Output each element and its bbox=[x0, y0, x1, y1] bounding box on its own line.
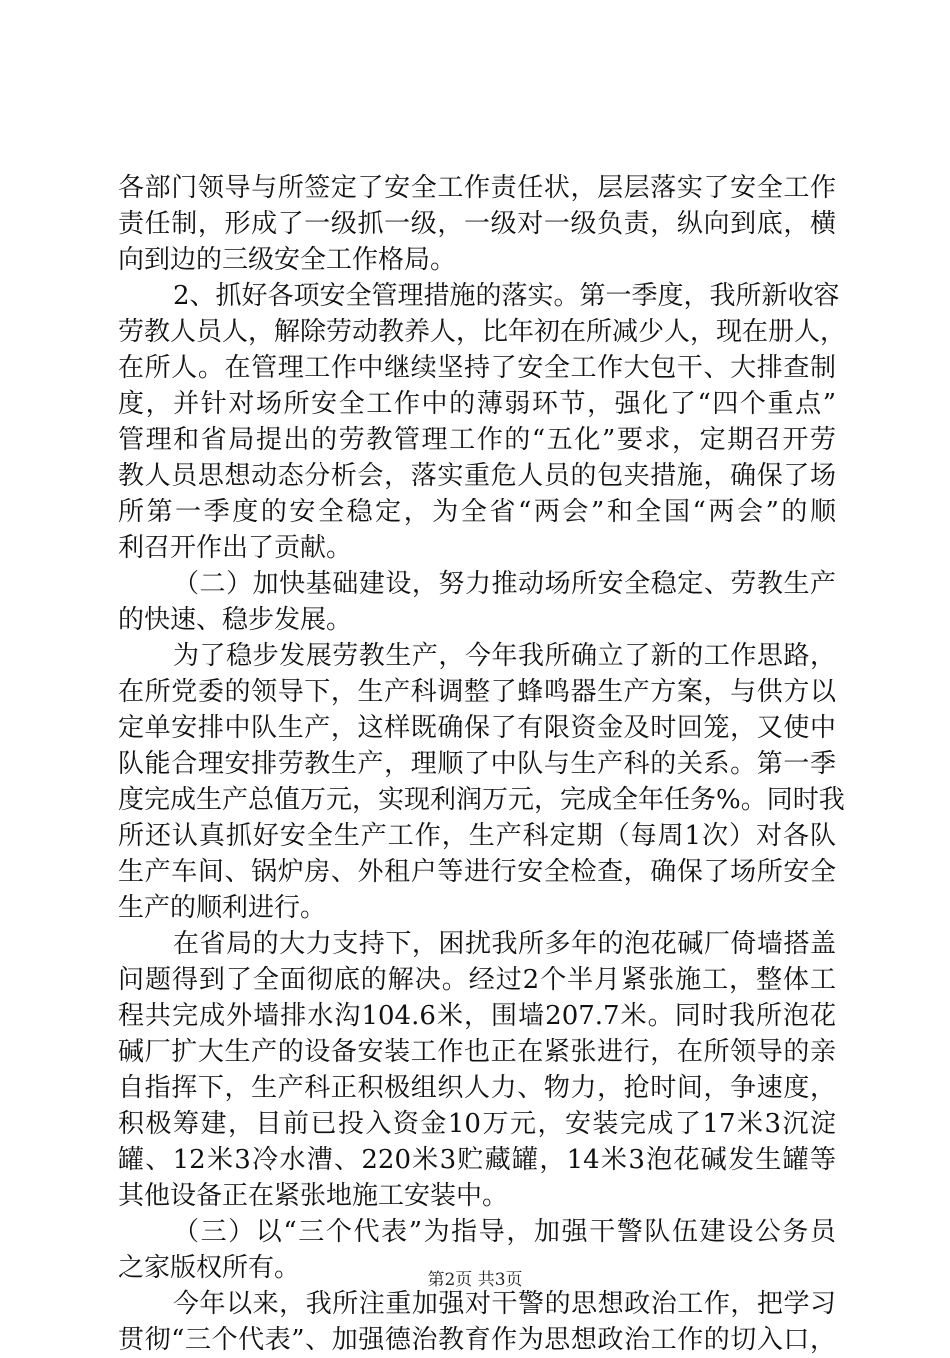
text-line: 度，并针对场所安全工作中的薄弱环节，强化了“四个重点” bbox=[118, 389, 836, 419]
text-line: 度完成生产总值万元，实现利润万元，完成全年任务%。同时我 bbox=[118, 785, 845, 815]
text-line: 2、抓好各项安全管理措施的落实。第一季度，我所新收容 bbox=[173, 281, 840, 311]
paragraph-ideology bbox=[118, 1286, 836, 1358]
text-line: 程共完成外墙排水沟104.6米，围墙207.7米。同时我所泡花 bbox=[118, 1001, 836, 1031]
text-line: 管理和省局提出的劳教管理工作的“五化”要求，定期召开劳 bbox=[118, 425, 836, 455]
text-line: （二）加快基础建设，努力推动场所安全稳定、劳教生产 bbox=[173, 569, 836, 599]
text-line: 队能合理安排劳教生产，理顺了中队与生产科的关系。第一季 bbox=[118, 749, 836, 779]
text-line: 之家版权所有。 bbox=[118, 1253, 301, 1283]
text-line: 贯彻“三个代表”、加强德治教育作为思想政治工作的切入口， bbox=[118, 1325, 836, 1355]
text-line: 责任制，形成了一级抓一级，一级对一级负责，纵向到底，横 bbox=[118, 209, 836, 239]
text-line: 生产的顺利进行。 bbox=[118, 893, 327, 923]
document-body bbox=[118, 170, 847, 1358]
text-line: 积极筹建，目前已投入资金10万元，安装完成了17米3沉淀 bbox=[118, 1109, 836, 1139]
paragraph-safety-measures bbox=[118, 278, 847, 566]
text-line: 今年以来，我所注重加强对干警的思想政治工作，把学习 bbox=[173, 1289, 836, 1319]
text-line: 在所党委的领导下，生产科调整了蜂鸣器生产方案，与供方以 bbox=[118, 677, 836, 707]
text-line: 利召开作出了贡献。 bbox=[118, 533, 353, 563]
text-line: 的快速、稳步发展。 bbox=[118, 605, 353, 635]
text-line: 教人员思想动态分析会，落实重危人员的包夹措施，确保了场 bbox=[118, 461, 836, 491]
text-line: 生产车间、锅炉房、外租户等进行安全检查，确保了场所安全 bbox=[118, 857, 836, 887]
paragraph-responsibility bbox=[118, 170, 836, 278]
text-line: 向到边的三级安全工作格局。 bbox=[118, 245, 457, 275]
text-line: 自指挥下，生产科正积极组织人力、物力，抢时间，争速度， bbox=[118, 1073, 836, 1103]
text-line: 碱厂扩大生产的设备安装工作也正在紧张进行，在所领导的亲 bbox=[118, 1037, 836, 1067]
page-number: 第2页 共3页 bbox=[427, 1270, 523, 1290]
text-line: 罐、12米3冷水漕、220米3贮藏罐，14米3泡花碱发生罐等 bbox=[118, 1145, 836, 1175]
text-line: 定单安排中队生产，这样既确保了有限资金及时回笼，又使中 bbox=[118, 713, 836, 743]
text-line: 劳教人员人，解除劳动教养人，比年初在所减少人，现在册人， bbox=[118, 317, 847, 347]
text-line: 其他设备正在紧张地施工安装中。 bbox=[118, 1181, 509, 1211]
text-line: 在省局的大力支持下，困扰我所多年的泡花碱厂倚墙搭盖 bbox=[173, 929, 836, 959]
text-line: 为了稳步发展劳教生产，今年我所确立了新的工作思路， bbox=[173, 641, 836, 671]
text-line: 所还认真抓好安全生产工作，生产科定期（每周1次）对各队 bbox=[118, 821, 836, 851]
paragraph-construction bbox=[118, 926, 836, 1214]
paragraph-heading-infrastructure bbox=[118, 566, 836, 638]
text-line: 问题得到了全面彻底的解决。经过2个半月紧张施工，整体工 bbox=[118, 965, 836, 995]
text-line: 所第一季度的安全稳定，为全省“两会”和全国“两会”的顺 bbox=[118, 497, 836, 527]
page-footer bbox=[0, 1270, 950, 1290]
text-line: 在所人。在管理工作中继续坚持了安全工作大包干、大排查制 bbox=[118, 353, 836, 383]
text-line: 各部门领导与所签定了安全工作责任状，层层落实了安全工作 bbox=[118, 173, 836, 203]
text-line: （三）以“三个代表”为指导，加强干警队伍建设公务员 bbox=[173, 1217, 836, 1247]
paragraph-production bbox=[118, 638, 845, 926]
